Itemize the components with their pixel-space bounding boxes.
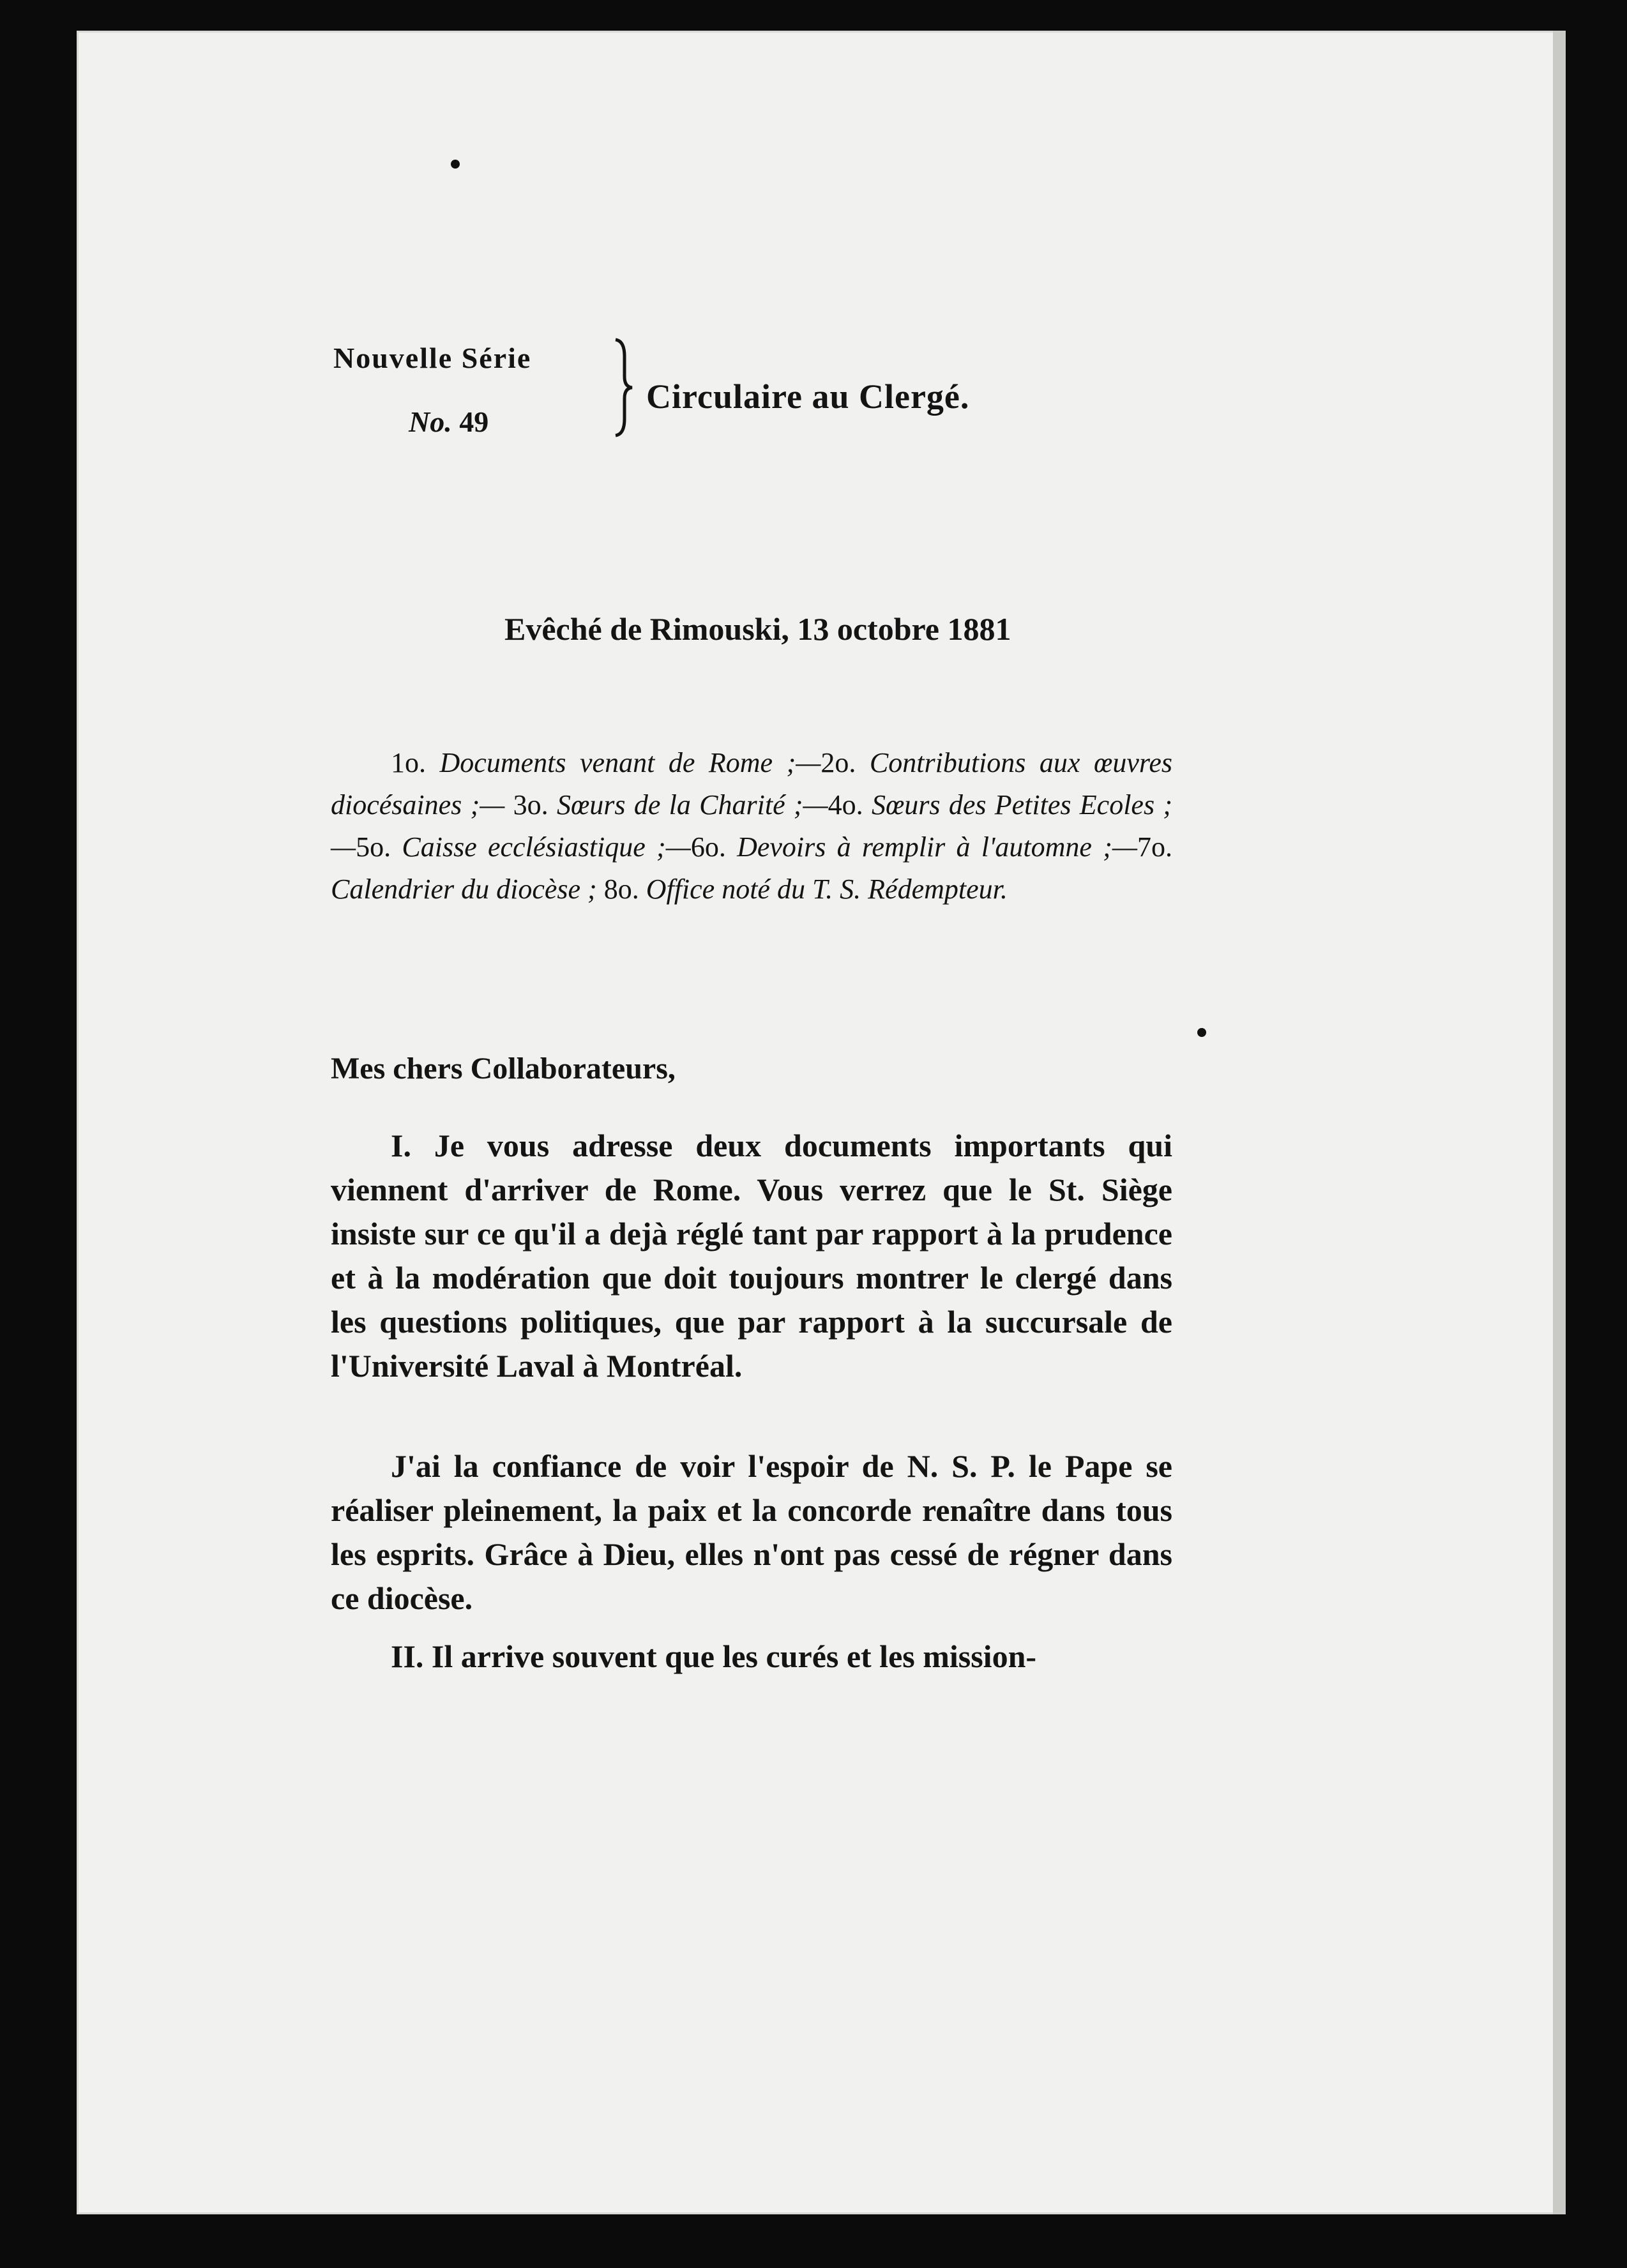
summary-num: 7o. bbox=[1137, 831, 1172, 863]
summary-item: Office noté du T. S. Rédempteur. bbox=[646, 873, 1008, 905]
curly-brace bbox=[613, 337, 635, 438]
series-label: Nouvelle Série bbox=[333, 342, 532, 374]
summary-item: Caisse ecclésiastique ;— bbox=[402, 831, 691, 863]
summary-item: Devoirs à remplir à l'automne ;— bbox=[737, 831, 1137, 863]
contents-summary bbox=[331, 742, 1172, 911]
summary-item: Contributions aux œuvres diocésaines ;— bbox=[331, 747, 1173, 820]
dateline: Evêché de Rimouski, 13 octobre 1881 bbox=[504, 611, 1011, 647]
ink-speck bbox=[1197, 1028, 1206, 1037]
summary-num: 2o. bbox=[821, 747, 856, 778]
circular-title: Circulaire au Clergé. bbox=[646, 377, 970, 416]
number-prefix: No. bbox=[409, 405, 452, 438]
ink-speck bbox=[451, 160, 460, 169]
summary-num: 4o. bbox=[828, 789, 863, 820]
summary-num: 1o. bbox=[391, 747, 426, 778]
paragraph-1: I. Je vous adresse deux documents importants qui viennent d'arriver de Rome. Vous verrez que le St. Siège insiste sur ce qu'il a dejà réglé tant par rapport à la prudence et à la modération que doit toujours montrer le clergé dans les questions politiques, que par rapport à la succursale de l'Université Laval à Montréal. bbox=[331, 1128, 1172, 1384]
paragraph-3: II. Il arrive souvent que les curés et les mission- bbox=[391, 1638, 1037, 1674]
paragraph-2: J'ai la confiance de voir l'espoir de N. S. P. le Pape se réaliser pleinement, la paix et la concorde renaître dans tous les esprits. Grâce à Dieu, elles n'ont pas cessé de régner dans ce diocèse. bbox=[331, 1448, 1172, 1616]
summary-num: 8o. bbox=[603, 873, 639, 905]
circular-number bbox=[409, 407, 488, 437]
summary-item: Sœurs de la Charité ;— bbox=[556, 789, 828, 820]
summary-item: Documents venant de Rome ;— bbox=[439, 747, 821, 778]
summary-num: 6o. bbox=[690, 831, 726, 863]
summary-item: Sœurs des Petites Ecoles ;— bbox=[331, 789, 1173, 863]
salutation: Mes chers Collaborateurs, bbox=[331, 1052, 676, 1085]
page-edge bbox=[1553, 31, 1566, 2214]
summary-item: Calendrier du diocèse ; bbox=[331, 873, 604, 905]
number-value: 49 bbox=[459, 405, 489, 438]
summary-num: 5o. bbox=[356, 831, 391, 863]
document-page bbox=[77, 31, 1564, 2214]
summary-num: 3o. bbox=[513, 789, 549, 820]
